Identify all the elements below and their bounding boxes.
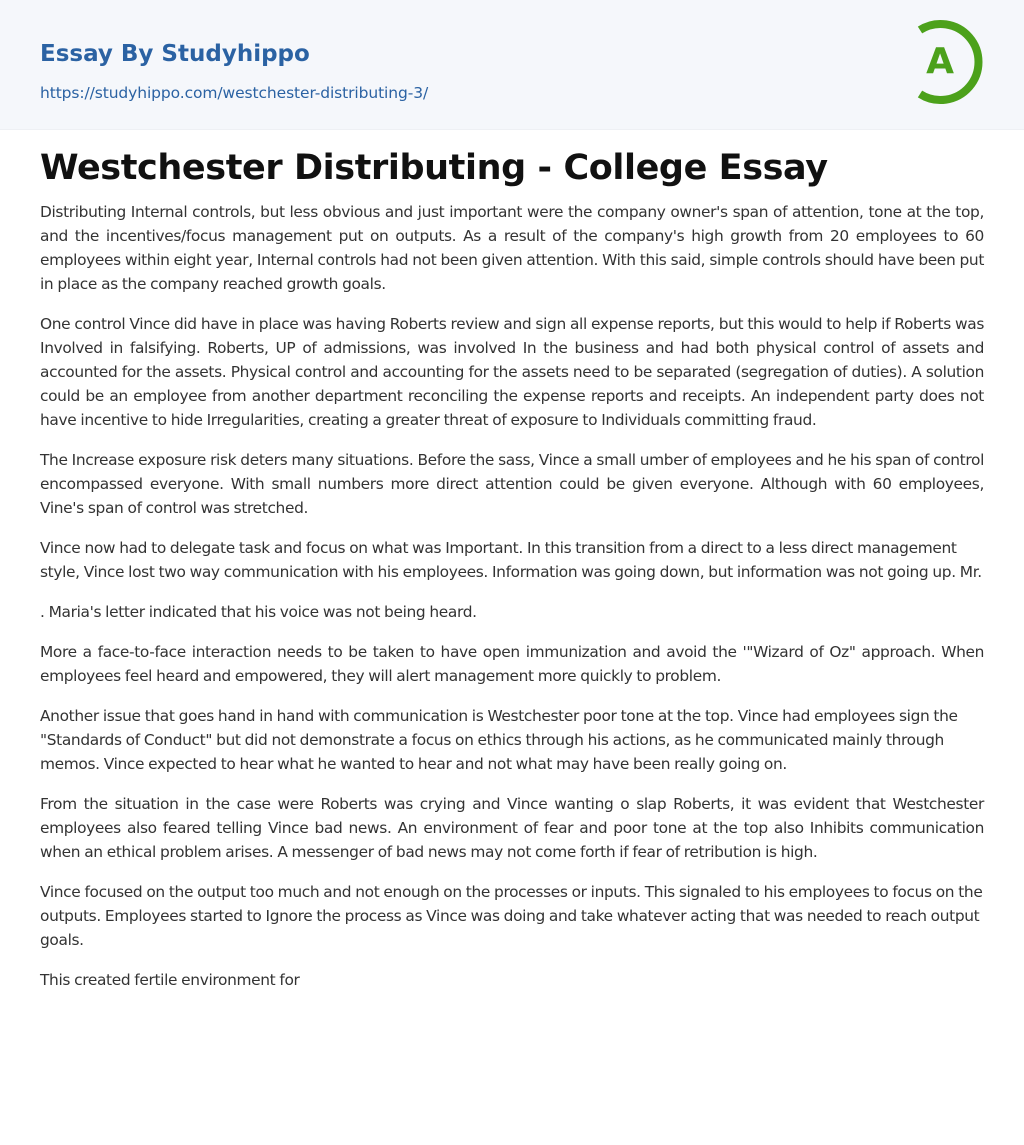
essay-body xyxy=(40,200,984,1008)
essay-paragraph: Vince focused on the output too much and not enough on the processes or inputs. This signaled to his employees to focus on the outputs. Employees started to Ignore the process as Vince was doing and take whatever acting that was needed to reach output goals. xyxy=(40,883,983,949)
essay-paragraph: Vince now had to delegate task and focus on what was Important. In this transition from a direct to a less direct management style, Vince lost two way communication with his employees. Information was going down, but information was not going up. Mr. xyxy=(40,539,982,581)
essay-url-link[interactable]: https://studyhippo.com/westchester-distributing-3/ xyxy=(40,84,429,102)
essay-paragraph: One control Vince did have in place was having Roberts review and sign all expense reports, but this would to help if Roberts was Involved in falsifying. Roberts, UP of admissions, was involved In the business and had both physical control of assets and accounted for the assets. Physical control and accounting for the assets need to be separated (segregation of duties). A solution could be an employee from another department reconciling the expense reports and receipts. An independent party does not have incentive to hide Irregularities, creating a greater threat of exposure to Individuals committing fraud. xyxy=(40,315,984,429)
essay-paragraph: The Increase exposure risk deters many situations. Before the sass, Vince a small umber of employees and he his span of control encompassed everyone. With small numbers more direct attention could be given everyone. Although with 60 employees, Vine's span of control was stretched. xyxy=(40,451,984,517)
essay-paragraph: Distributing Internal controls, but less obvious and just important were the company owner's span of attention, tone at the top, and the incentives/focus management put on outputs. As a result of the company's high growth from 20 employees to 60 employees within eight year, Internal controls had not been given attention. With this said, simple controls should have been put in place as the company reached growth goals. xyxy=(40,203,984,293)
studyhippo-logo-icon[interactable] xyxy=(908,17,990,107)
logo-letter: A xyxy=(926,41,954,82)
essay-paragraph: . Maria's letter indicated that his voice was not being heard. xyxy=(40,603,477,621)
essay-paragraph: More a face-to-face interaction needs to be taken to have open immunization and avoid the '"Wizard of Oz" approach. When employees feel heard and empowered, they will alert management more quickly to problem. xyxy=(40,643,984,685)
page-title: Westchester Distributing - College Essay xyxy=(40,148,828,188)
essay-paragraph: Another issue that goes hand in hand with communication is Westchester poor tone at the top. Vince had employees sign the "Standards of Conduct" but did not demonstrate a focus on ethics through his actions, as he communicated mainly through memos. Vince expected to hear what he wanted to hear and not what may have been really going on. xyxy=(40,707,958,773)
essay-paragraph: This created fertile environment for xyxy=(40,971,300,989)
site-header xyxy=(0,0,1024,130)
brand-title: Essay By Studyhippo xyxy=(40,41,310,67)
essay-paragraph: From the situation in the case were Roberts was crying and Vince wanting o slap Roberts, it was evident that Westchester employees also feared telling Vince bad news. An environment of fear and poor tone at the top also Inhibits communication when an ethical problem arises. A messenger of bad news may not come forth if fear of retribution is high. xyxy=(40,795,984,861)
